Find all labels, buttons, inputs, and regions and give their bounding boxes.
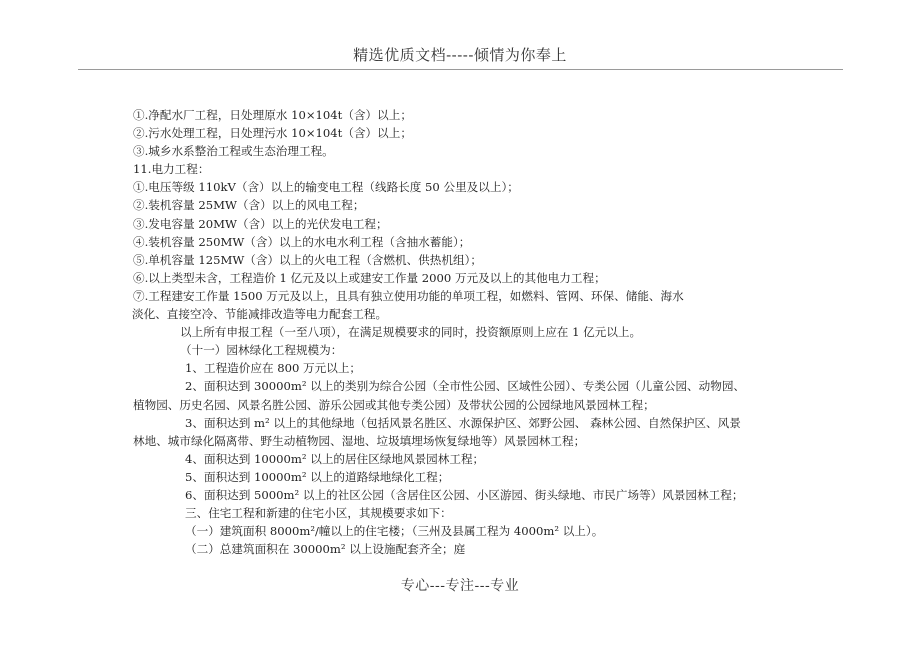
- page-header: 精选优质文档-----倾情为你奉上: [353, 46, 567, 64]
- text-line: 三、住宅工程和新建的住宅小区，其规模要求如下：: [185, 506, 452, 521]
- text-line: 以上所有申报工程（一至八项），在满足规模要求的同时，投资额原则上应在 1 亿元以上。: [180, 325, 642, 340]
- text-line: 4、面积达到 10000m² 以上的居住区绿地风景园林工程；: [185, 451, 485, 466]
- text-line: 3、面积达到 m² 以上的其他绿地（包括风景名胜区、水源保护区、郊野公园、 森林公园、自然保护区、风景: [185, 415, 741, 430]
- document-body: [133, 106, 803, 558]
- text-line: 植物园、历史名园、风景名胜公园、游乐公园或其他专类公园）及带状公园的公园绿地风景园林工程；: [133, 397, 655, 412]
- text-line: ②.污水处理工程，日处理污水 10×104t（含）以上；: [133, 126, 412, 141]
- text-line: 11.电力工程：: [133, 162, 210, 177]
- text-line: （一）建筑面积 8000m²/幢以上的住宅楼；（三州及县属工程为 4000m² 以上）。: [185, 524, 604, 539]
- text-line: ④.装机容量 250MW（含）以上的水电水利工程（含抽水蓄能）；: [133, 234, 471, 249]
- text-line: 2、面积达到 30000m² 以上的类别为综合公园（全市性公园、区域性公园）、专类公园（儿童公园、动物园、: [185, 379, 746, 394]
- text-line: ②.装机容量 25MW（含）以上的风电工程；: [133, 198, 365, 213]
- text-line: ③.城乡水系整治工程或生态治理工程。: [133, 144, 334, 159]
- text-line: （二）总建筑面积在 30000m² 以上设施配套齐全；庭: [185, 542, 466, 557]
- text-line: 6、面积达到 5000m² 以上的社区公园（含居住区公园、小区游园、街头绿地、市民广场等）风景园林工程；: [185, 487, 744, 502]
- text-line: 淡化、直接空冷、节能减排改造等电力配套工程。: [132, 307, 388, 322]
- text-line: 1、工程造价应在 800 万元以上；: [185, 361, 362, 376]
- text-line: ⑤.单机容量 125MW（含）以上的火电工程（含燃机、供热机组）；: [133, 252, 482, 267]
- text-line: 5、面积达到 10000m² 以上的道路绿地绿化工程；: [185, 469, 450, 484]
- text-line: ⑥.以上类型未含，工程造价 1 亿元及以上或建安工作量 2000 万元及以上的其他电力工程；: [133, 270, 606, 285]
- page-footer: 专心---专注---专业: [400, 578, 520, 594]
- text-line: ③.发电容量 20MW（含）以上的光伏发电工程；: [133, 216, 388, 231]
- text-line: 林地、城市绿化隔离带、野生动植物园、湿地、垃圾填埋场恢复绿地等）风景园林工程；: [133, 433, 586, 448]
- text-line: ⑦.工程建安工作量 1500 万元及以上，且具有独立使用功能的单项工程，如燃料、管网、环保、储能、海水: [133, 288, 684, 303]
- text-line: ①.净配水厂工程，日处理原水 10×104t（含）以上；: [133, 108, 412, 122]
- text-line: （十一）园林绿化工程规模为：: [180, 343, 343, 358]
- text-line: ①.电压等级 110kV（含）以上的输变电工程（线路长度 50 公里及以上）；: [133, 180, 519, 195]
- header-divider: [78, 69, 843, 70]
